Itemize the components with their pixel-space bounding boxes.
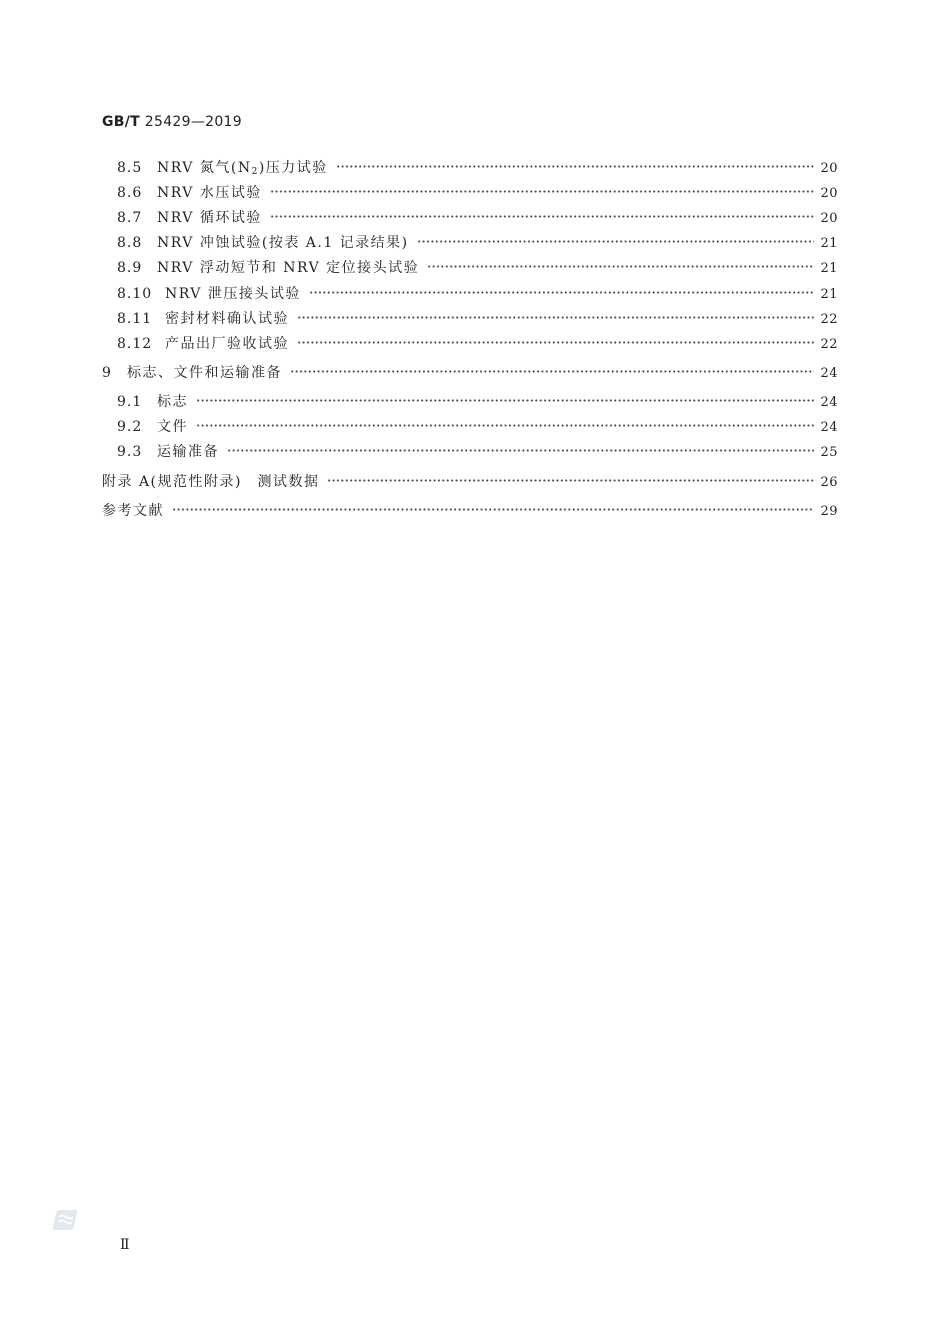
toc-leader-dots xyxy=(297,341,814,344)
toc-entry-number: 9.2 xyxy=(117,419,143,435)
toc-entry-8-8[interactable] xyxy=(102,232,838,252)
toc-page-number: 22 xyxy=(820,337,838,352)
toc-leader-dots xyxy=(336,165,814,168)
standard-number: 25429—2019 xyxy=(144,114,242,130)
toc-entry-number: 8.7 xyxy=(117,210,143,226)
toc-leader-dots xyxy=(227,449,814,452)
toc-entry-number: 8.10 xyxy=(117,286,153,302)
toc-page-number: 26 xyxy=(820,475,838,490)
toc-entry-8-6[interactable] xyxy=(102,182,838,202)
toc-entry-number: 8.12 xyxy=(117,336,153,352)
toc-entry-8-10[interactable] xyxy=(102,283,838,303)
toc-entry-annex-a[interactable] xyxy=(102,471,838,491)
toc-entry-8-5[interactable] xyxy=(102,157,838,177)
toc-entry-title: 密封材料确认试验 xyxy=(165,311,289,327)
toc-entry-title: 参考文献 xyxy=(102,503,164,519)
standard-prefix: GB/T xyxy=(102,114,141,130)
toc-page-number: 21 xyxy=(820,236,838,251)
toc-page-number: 21 xyxy=(820,287,838,302)
toc-leader-dots xyxy=(290,370,814,373)
toc-page-number: 25 xyxy=(820,445,838,460)
toc-page-number: 24 xyxy=(820,420,838,435)
toc-leader-dots xyxy=(270,215,814,218)
toc-entry-title: NRV 冲蚀试验(按表 A.1 记录结果) xyxy=(157,235,409,251)
toc-leader-dots xyxy=(309,291,814,294)
toc-leader-dots xyxy=(172,508,814,511)
toc-entry-title: NRV 循环试验 xyxy=(157,210,262,226)
toc-leader-dots xyxy=(270,190,814,193)
toc-leader-dots xyxy=(427,265,814,268)
toc-entry-8-7[interactable] xyxy=(102,207,838,227)
toc-entry-title: NRV 浮动短节和 NRV 定位接头试验 xyxy=(157,260,420,276)
toc-entry-title: NRV 氮气$(N_2)$压力试验 xyxy=(157,160,328,177)
toc-entry-title: 标志 xyxy=(157,394,188,410)
toc-entry-number: 8.8 xyxy=(117,235,143,251)
toc-page-number: 20 xyxy=(820,211,838,226)
toc-entry-title: NRV 泄压接头试验 xyxy=(165,286,301,302)
toc-page-number: 21 xyxy=(820,261,838,276)
toc-entry-bibliography[interactable] xyxy=(102,500,838,520)
toc-page-number: 20 xyxy=(820,186,838,201)
toc-entry-title: 产品出厂验收试验 xyxy=(165,336,289,352)
toc-entry-title: NRV 水压试验 xyxy=(157,185,262,201)
toc-entry-9[interactable] xyxy=(102,362,838,382)
document-header xyxy=(102,114,242,130)
toc-page-number: 29 xyxy=(820,504,838,519)
toc-leader-dots xyxy=(196,424,814,427)
toc-entry-number: 9 xyxy=(102,365,112,381)
toc-entry-number: 8.11 xyxy=(117,311,153,327)
toc-entry-number: 8.5 xyxy=(117,160,143,176)
toc-entry-title: 附录 A(规范性附录) 测试数据 xyxy=(102,474,320,490)
sac-logo-icon xyxy=(52,1208,79,1232)
toc-entry-8-9[interactable] xyxy=(102,257,838,277)
toc-leader-dots xyxy=(417,240,814,243)
toc-entry-number: 9.3 xyxy=(117,444,143,460)
toc-page-number: 24 xyxy=(820,395,838,410)
toc-entry-8-12[interactable] xyxy=(102,333,838,353)
page-number: Ⅱ xyxy=(120,1237,131,1253)
toc-entry-9-2[interactable] xyxy=(102,416,838,436)
toc-entry-number: 9.1 xyxy=(117,394,143,410)
toc-entry-number: 8.6 xyxy=(117,185,143,201)
toc-entry-title: 标志、文件和运输准备 xyxy=(127,365,282,381)
toc-leader-dots xyxy=(196,399,814,402)
toc-leader-dots xyxy=(327,479,814,482)
toc-leader-dots xyxy=(297,316,814,319)
toc-page-number: 22 xyxy=(820,312,838,327)
toc-entry-9-3[interactable] xyxy=(102,441,838,461)
toc-page-number: 20 xyxy=(820,161,838,176)
toc-entry-9-1[interactable] xyxy=(102,391,838,411)
toc-entry-8-11[interactable] xyxy=(102,308,838,328)
toc-entry-title: 文件 xyxy=(157,419,188,435)
toc-page-number: 24 xyxy=(820,366,838,381)
toc-entry-number: 8.9 xyxy=(117,260,143,276)
toc-entry-title: 运输准备 xyxy=(157,444,219,460)
